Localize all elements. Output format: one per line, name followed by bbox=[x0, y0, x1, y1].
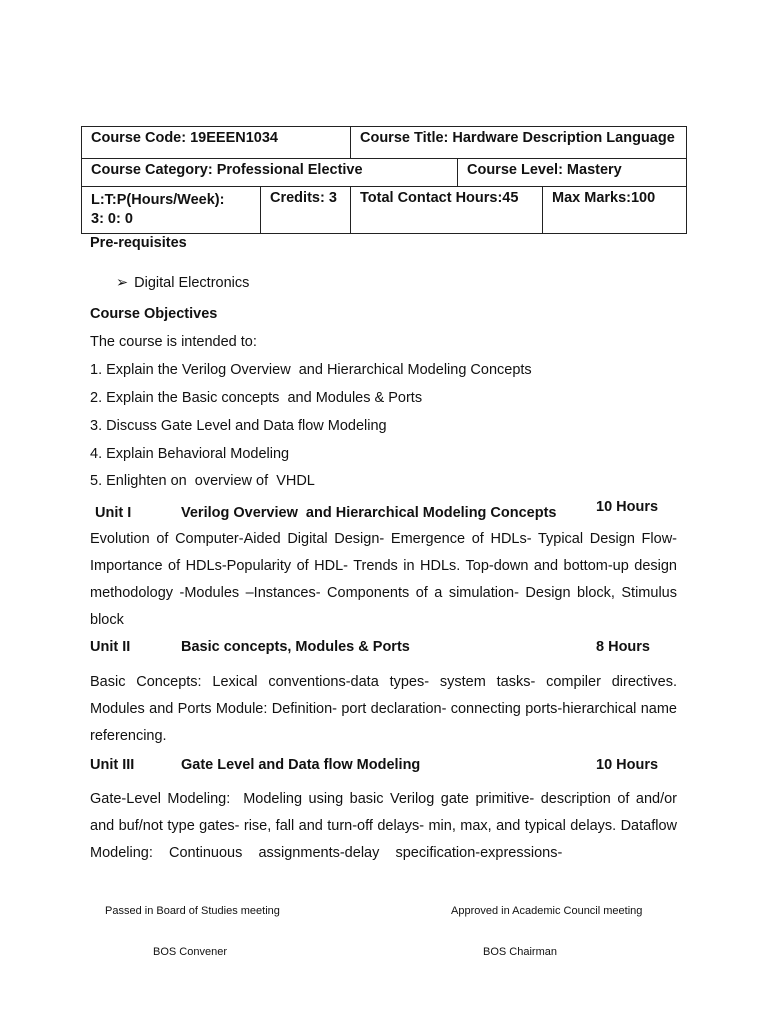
footer-academic-council: Approved in Academic Council meeting bbox=[451, 905, 643, 917]
unit-hours: 10 Hours bbox=[596, 757, 659, 773]
prerequisite-item bbox=[116, 275, 249, 291]
unit-hours: 10 Hours bbox=[596, 499, 659, 515]
course-header-table bbox=[81, 126, 687, 234]
footer-bos-chairman: BOS Chairman bbox=[483, 946, 557, 958]
course-level: Course Level: Mastery bbox=[458, 159, 687, 187]
ltp-value: 3: 0: 0 bbox=[91, 211, 133, 227]
objective-item: 2. Explain the Basic concepts and Modules & Ports bbox=[90, 390, 423, 406]
arrow-bullet-icon: ➢ bbox=[116, 275, 129, 291]
objective-item: 5. Enlighten on overview of VHDL bbox=[90, 473, 315, 489]
ltp-cell bbox=[82, 187, 261, 234]
objective-item: 4. Explain Behavioral Modeling bbox=[90, 446, 290, 462]
unit-hours: 8 Hours bbox=[596, 639, 650, 655]
objective-item: 3. Discuss Gate Level and Data flow Modeling bbox=[90, 418, 387, 434]
prerequisites-heading: Pre-requisites bbox=[90, 235, 187, 251]
total-contact-hours: Total Contact Hours:45 bbox=[351, 187, 543, 234]
objectives-intro: The course is intended to: bbox=[90, 334, 257, 350]
unit-title: Verilog Overview and Hierarchical Modeling Concepts bbox=[181, 505, 557, 521]
ltp-label: L:T:P(Hours/Week): bbox=[91, 192, 225, 208]
credits: Credits: 3 bbox=[261, 187, 351, 234]
objectives-heading: Course Objectives bbox=[90, 306, 218, 322]
prerequisite-item-label: Digital Electronics bbox=[134, 275, 250, 291]
course-code: Course Code: 19EEEN1034 bbox=[82, 127, 351, 159]
footer-bos-meeting: Passed in Board of Studies meeting bbox=[105, 905, 280, 917]
unit-label: Unit I bbox=[95, 505, 132, 521]
unit-label: Unit II bbox=[90, 639, 131, 655]
course-category: Course Category: Professional Elective bbox=[82, 159, 458, 187]
unit-content: Evolution of Computer-Aided Digital Design- Emergence of HDLs- Typical Design Flow- Importance of HDLs-Popularity of HDL- Trends in HDLs. Top-down and bottom-up design methodology -Modules –Instances- Components of a simulation- Design block, Stimulus block bbox=[90, 531, 677, 628]
unit-title: Basic concepts, Modules & Ports bbox=[181, 639, 410, 655]
course-title: Course Title: Hardware Description Language bbox=[351, 127, 687, 159]
unit-label: Unit III bbox=[90, 757, 135, 773]
unit-content: Basic Concepts: Lexical conventions-data types- system tasks- compiler directives. Modules and Ports Module: Definition- port declaration- connecting ports-hierarchical name referencing. bbox=[90, 674, 677, 744]
footer-bos-convener: BOS Convener bbox=[153, 946, 227, 958]
objective-item: 1. Explain the Verilog Overview and Hierarchical Modeling Concepts bbox=[90, 362, 532, 378]
unit-title: Gate Level and Data flow Modeling bbox=[181, 757, 421, 773]
unit-content: Gate-Level Modeling: Modeling using basic Verilog gate primitive- description of and/or and buf/not type gates- rise, fall and turn-off delays- min, max, and typical delays. Dataflow Modeling: Continuous assignments-delay specification-expressions- bbox=[90, 791, 686, 861]
max-marks: Max Marks:100 bbox=[543, 187, 687, 234]
